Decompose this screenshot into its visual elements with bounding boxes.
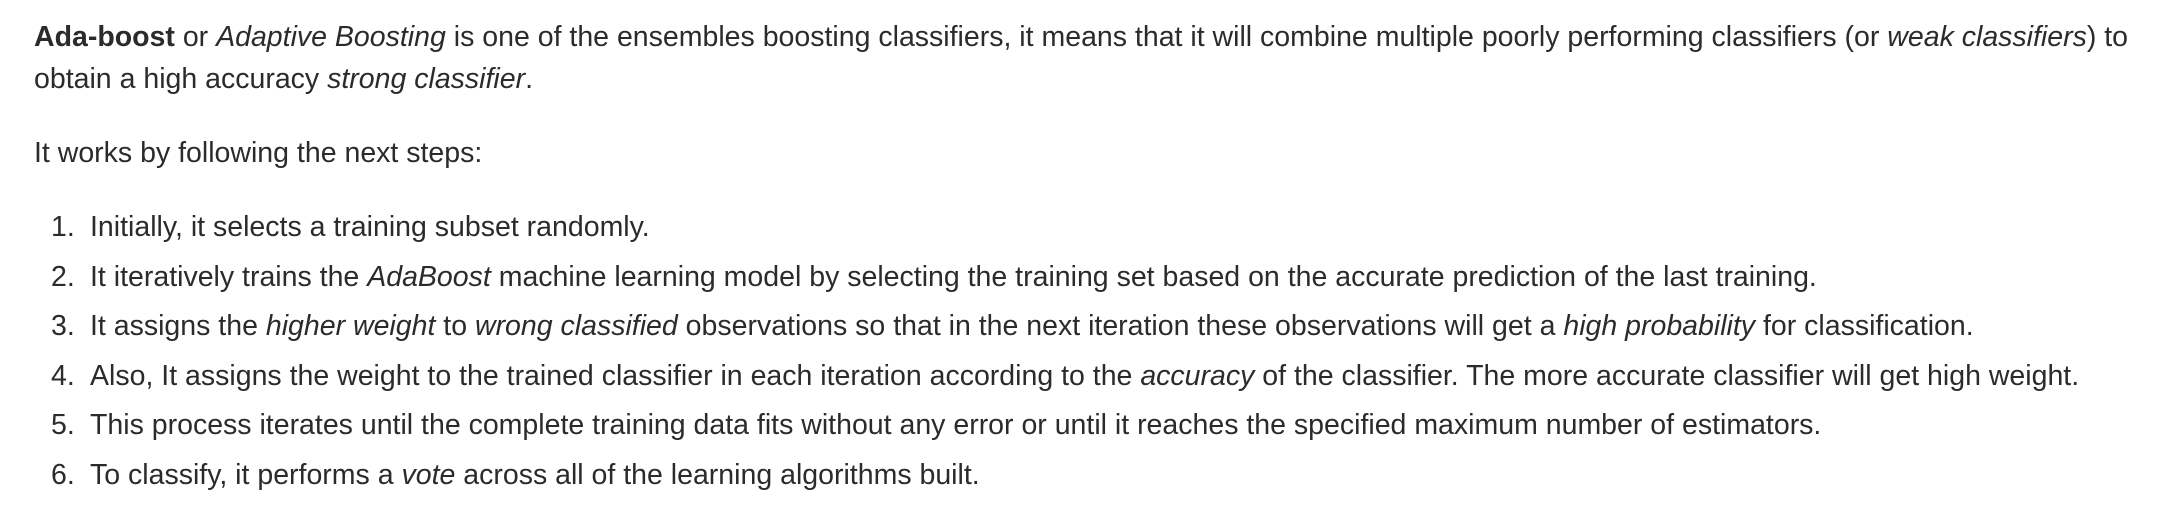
- step-item-5: [34, 404, 2144, 454]
- step-item-1: [34, 206, 2144, 256]
- term-vote: vote: [401, 458, 456, 491]
- intro-text-2: ) to obtain a high accuracy: [34, 21, 2129, 95]
- step-item-4: [34, 355, 2144, 405]
- step-item-3: [34, 305, 2144, 355]
- term-high-probability: high probability: [1563, 310, 1756, 342]
- step-number: 3.: [51, 310, 75, 342]
- term-accuracy: accuracy: [1140, 359, 1255, 392]
- step-text: Also, It assigns the weight to the trained classifier in each iteration according to the: [90, 359, 1141, 392]
- steps-list: [34, 206, 2144, 503]
- step-number: 1.: [51, 211, 75, 243]
- step-number: 2.: [51, 260, 75, 293]
- term-weak-classifiers: weak classifiers: [1887, 21, 2087, 53]
- term-wrong-classified: wrong classified: [474, 310, 678, 342]
- step-number: 6.: [51, 458, 75, 491]
- article-body: [34, 16, 2144, 503]
- step-text: This process iterates until the complete training data fits without any error or until it reaches the specified maximum number of estimators.: [90, 409, 1822, 441]
- step-item-2: [34, 256, 2144, 306]
- step-text: Initially, it selects a training subset randomly.: [90, 211, 650, 243]
- step-text: To classify, it performs a: [90, 458, 402, 491]
- step-text: for classification.: [1755, 310, 1974, 342]
- step-text: It assigns the: [90, 310, 266, 342]
- intro-text-1: is one of the ensembles boosting classifiers, it means that it will combine multiple poorly performing classifiers (or: [445, 21, 1888, 53]
- intro-or: or: [174, 21, 217, 53]
- term-adaboost: AdaBoost: [367, 260, 491, 293]
- term-strong-classifier: strong classifier: [327, 63, 526, 95]
- steps-lead: It works by following the next steps:: [34, 137, 483, 169]
- term-higher-weight: higher weight: [265, 310, 436, 342]
- term-adaptive-boosting: Adaptive Boosting: [216, 21, 446, 53]
- step-text: to: [435, 310, 475, 342]
- step-text: It iteratively trains the: [90, 260, 368, 293]
- step-text: of the classifier. The more accurate classifier will get high weight.: [1254, 359, 2080, 392]
- step-number: 5.: [51, 409, 75, 441]
- step-text: observations so that in the next iteration these observations will get a: [677, 310, 1564, 342]
- step-number: 4.: [51, 359, 75, 392]
- intro-end: .: [525, 63, 534, 95]
- step-item-6: [34, 454, 2144, 504]
- step-text: across all of the learning algorithms built.: [455, 458, 980, 491]
- term-ada-boost: Ada-boost: [34, 21, 175, 53]
- intro-paragraph: [34, 16, 2144, 100]
- step-text: machine learning model by selecting the training set based on the accurate prediction of the last training.: [490, 260, 1817, 293]
